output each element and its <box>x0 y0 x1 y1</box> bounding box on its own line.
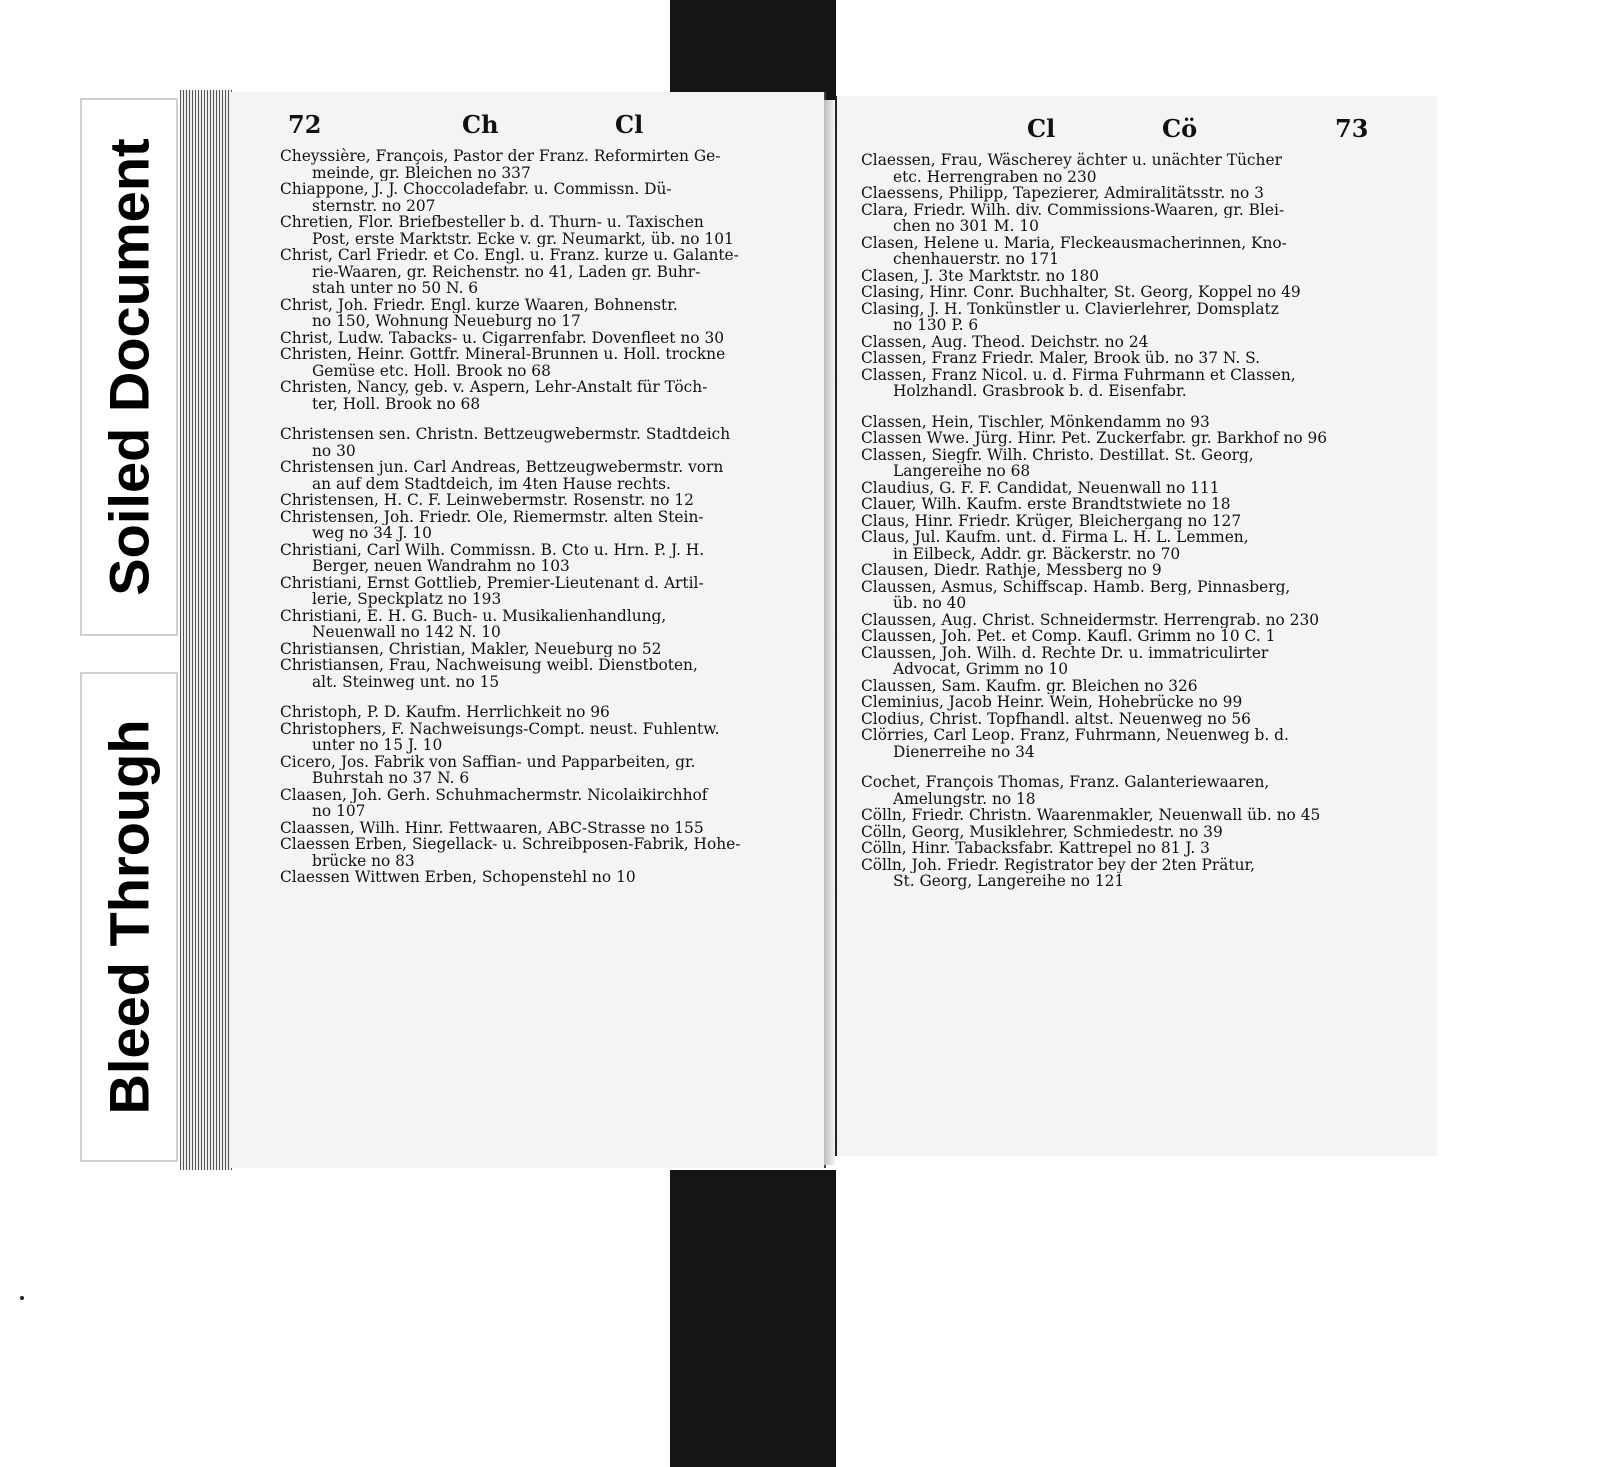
directory-entry <box>280 641 780 658</box>
entry-line: Claussen, Sam. Kaufm. gr. Bleichen no 326 <box>861 677 1198 694</box>
entry-line: Claudius, G. F. F. Candidat, Neuenwall no 111 <box>861 479 1220 496</box>
directory-entry <box>280 820 780 837</box>
running-head-left: Ch <box>462 110 499 139</box>
directory-entry <box>280 657 780 690</box>
directory-entry <box>861 235 1373 268</box>
entry-line: Christophers, F. Nachweisungs-Compt. neust. Fuhlentw. <box>280 720 720 737</box>
entry-line: Christ, Ludw. Tabacks- u. Cigarrenfabr. Dovenfleet no 30 <box>280 329 725 346</box>
entry-line: Chiappone, J. J. Choccoladefabr. u. Commissn. Dü- <box>280 181 672 198</box>
directory-entry <box>861 824 1373 841</box>
entry-line: Cicero, Jos. Fabrik von Saffian- und Papparbeiten, gr. <box>280 753 696 770</box>
directory-entry <box>280 148 780 181</box>
directory-entry <box>861 694 1373 711</box>
entry-line: Claessen Erben, Siegellack- u. Schreibposen-Fabrik, Hohe- <box>280 836 741 853</box>
entry-line: Claus, Hinr. Friedr. Krüger, Bleichergang no 127 <box>861 512 1242 529</box>
entry-line: Claassen, Wilh. Hinr. Fettwaaren, ABC-Strasse no 155 <box>280 819 704 836</box>
entry-line: Cölln, Georg, Musiklehrer, Schmiedestr. no 39 <box>861 823 1223 840</box>
directory-entry <box>280 704 780 721</box>
entry-line: Christiani, Carl Wilh. Commissn. B. Cto u. Hrn. P. J. H. <box>280 541 705 558</box>
left-page-header <box>230 110 824 142</box>
entry-continuation-line: rie-Waaren, gr. Reichenstr. no 41, Laden gr. Buhr- <box>312 263 701 280</box>
entry-continuation-line: no 30 <box>312 442 356 459</box>
directory-entry <box>280 346 780 379</box>
entry-continuation-line: Neuenwall no 142 N. 10 <box>312 624 501 641</box>
directory-entry <box>280 869 780 886</box>
binding-strap-bottom <box>670 1170 836 1467</box>
entry-continuation-line: etc. Herrengraben no 230 <box>893 168 1097 185</box>
entry-continuation-line: no 130 P. 6 <box>893 317 979 334</box>
entry-line: Claussen, Asmus, Schiffscap. Hamb. Berg, Pinnasberg, <box>861 578 1291 595</box>
entry-line: Cölln, Hinr. Tabacksfabr. Kattrepel no 81 J. 3 <box>861 840 1210 857</box>
entry-line: Claussen, Joh. Wilh. d. Rechte Dr. u. immatriculirter <box>861 644 1269 661</box>
directory-entry <box>861 367 1373 400</box>
entry-line: Chretien, Flor. Briefbesteller b. d. Thurn- u. Taxischen <box>280 214 704 231</box>
left-page <box>230 92 826 1168</box>
running-head-left: Cl <box>1027 114 1056 143</box>
entry-continuation-line: St. Georg, Langereihe no 121 <box>893 873 1125 890</box>
directory-entry <box>861 284 1373 301</box>
left-entry-list <box>280 148 780 886</box>
directory-entry <box>861 711 1373 728</box>
directory-entry <box>280 721 780 754</box>
entry-line: Clasen, Helene u. Maria, Fleckeausmacherinnen, Kno- <box>861 234 1287 251</box>
entry-line: Clasen, J. 3te Marktstr. no 180 <box>861 267 1100 284</box>
directory-entry <box>280 214 780 247</box>
entry-line: Cheyssière, François, Pastor der Franz. Reformirten Ge- <box>280 148 721 165</box>
directory-entry <box>280 575 780 608</box>
directory-entry <box>861 350 1373 367</box>
entry-line: Christ, Joh. Friedr. Engl. kurze Waaren, Bohnenstr. <box>280 296 678 313</box>
directory-entry <box>861 496 1373 513</box>
directory-entry <box>861 202 1373 235</box>
directory-entry <box>861 152 1373 185</box>
entry-line: Christ, Carl Friedr. et Co. Engl. u. Franz. kurze u. Galante- <box>280 247 739 264</box>
directory-entry <box>861 268 1373 285</box>
directory-entry <box>861 774 1373 807</box>
entry-line: Christiansen, Frau, Nachweisung weibl. Dienstboten, <box>280 657 698 674</box>
soiled-document-label <box>80 98 178 636</box>
entry-continuation-line: unter no 15 J. 10 <box>312 737 443 754</box>
entry-line: Cochet, François Thomas, Franz. Galanteriewaaren, <box>861 774 1270 791</box>
directory-entry <box>280 542 780 575</box>
directory-entry <box>861 857 1373 890</box>
entry-continuation-line: no 150, Wohnung Neueburg no 17 <box>312 313 581 330</box>
directory-entry <box>861 529 1373 562</box>
entry-continuation-line: Gemüse etc. Holl. Brook no 68 <box>312 362 551 379</box>
entry-line: Claus, Jul. Kaufm. unt. d. Firma L. H. L. Lemmen, <box>861 529 1249 546</box>
directory-entry <box>861 301 1373 334</box>
directory-entry <box>861 185 1373 202</box>
entry-continuation-line: Amelungstr. no 18 <box>893 790 1036 807</box>
entry-line: Christiansen, Christian, Makler, Neueburg no 52 <box>280 640 662 657</box>
entry-line: Classen Wwe. Jürg. Hinr. Pet. Zuckerfabr. gr. Barkhof no 96 <box>861 430 1328 447</box>
entry-line: Claessen, Frau, Wäscherey ächter u. unächter Tücher <box>861 152 1282 169</box>
right-page-header <box>837 114 1437 146</box>
directory-entry <box>861 678 1373 695</box>
entry-line: Clara, Friedr. Wilh. div. Commissions-Waaren, gr. Blei- <box>861 201 1285 218</box>
book-gutter <box>824 100 835 1165</box>
entry-line: Classen, Siegfr. Wilh. Christo. Destillat. St. Georg, <box>861 446 1254 463</box>
entry-continuation-line: meinde, gr. Bleichen no 337 <box>312 164 531 181</box>
entry-continuation-line: chen no 301 M. 10 <box>893 218 1039 235</box>
entry-continuation-line: in Eilbeck, Addr. gr. Bäckerstr. no 70 <box>893 545 1181 562</box>
entry-line: Classen, Franz Nicol. u. d. Firma Fuhrmann et Classen, <box>861 366 1296 383</box>
entry-continuation-line: lerie, Speckplatz no 193 <box>312 591 502 608</box>
speck-mark <box>20 1296 24 1300</box>
entry-line: Christensen, Joh. Friedr. Ole, Riemermstr. alten Stein- <box>280 508 704 525</box>
entry-line: Christoph, P. D. Kaufm. Herrlichkeit no 96 <box>280 704 610 721</box>
directory-entry <box>280 426 780 459</box>
directory-entry <box>280 836 780 869</box>
entry-line: Christensen sen. Christn. Bettzeugwebermstr. Stadtdeich <box>280 426 731 443</box>
entry-line: Cölln, Joh. Friedr. Registrator bey der 2ten Prätur, <box>861 856 1256 873</box>
entry-line: Christiani, Ernst Gottlieb, Premier-Lieutenant d. Artil- <box>280 574 704 591</box>
entry-line: Clasing, Hinr. Conr. Buchhalter, St. Georg, Koppel no 49 <box>861 284 1301 301</box>
directory-entry <box>861 645 1373 678</box>
directory-entry <box>280 459 780 492</box>
entry-line: Claasen, Joh. Gerh. Schuhmachermstr. Nicolaikirchhof <box>280 786 708 803</box>
entry-line: Claussen, Joh. Pet. et Comp. Kaufl. Grimm no 10 C. 1 <box>861 628 1276 645</box>
entry-line: Clausen, Diedr. Rathje, Messberg no 9 <box>861 562 1162 579</box>
entry-line: Claessens, Philipp, Tapezierer, Admiralitätsstr. no 3 <box>861 185 1264 202</box>
running-head-right: Cl <box>615 110 644 139</box>
entry-continuation-line: Holzhandl. Grasbrook b. d. Eisenfabr. <box>893 383 1187 400</box>
entry-continuation-line: alt. Steinweg unt. no 15 <box>312 673 500 690</box>
directory-entry <box>280 379 780 412</box>
page-number: 73 <box>1335 114 1369 143</box>
directory-entry <box>280 509 780 542</box>
entry-line: Christensen, H. C. F. Leinwebermstr. Rosenstr. no 12 <box>280 492 694 509</box>
entry-line: Christiani, E. H. G. Buch- u. Musikalienhandlung, <box>280 607 667 624</box>
entry-continuation-line: sternstr. no 207 <box>312 197 436 214</box>
page-number: 72 <box>288 110 322 139</box>
entry-line: Christen, Heinr. Gottfr. Mineral-Brunnen u. Holl. trockne <box>280 346 726 363</box>
entry-line: Clasing, J. H. Tonkünstler u. Clavierlehrer, Domsplatz <box>861 300 1279 317</box>
directory-entry <box>861 807 1373 824</box>
entry-line: Clörries, Carl Leop. Franz, Fuhrmann, Neuenweg b. d. <box>861 727 1289 744</box>
directory-entry <box>861 334 1373 351</box>
entry-continuation-line: Langereihe no 68 <box>893 463 1031 480</box>
directory-entry <box>280 608 780 641</box>
entry-line: Classen, Aug. Theod. Deichstr. no 24 <box>861 333 1149 350</box>
entry-continuation-line: weg no 34 J. 10 <box>312 525 432 542</box>
directory-entry <box>861 480 1373 497</box>
entry-line: Clodius, Christ. Topfhandl. altst. Neuenweg no 56 <box>861 710 1251 727</box>
entry-continuation-line: brücke no 83 <box>312 852 415 869</box>
directory-entry <box>280 787 780 820</box>
directory-entry <box>861 579 1373 612</box>
directory-entry <box>861 612 1373 629</box>
directory-entry <box>861 513 1373 530</box>
directory-entry <box>861 562 1373 579</box>
directory-entry <box>280 297 780 330</box>
running-head-right: Cö <box>1162 114 1198 143</box>
directory-entry <box>861 840 1373 857</box>
entry-line: Christen, Nancy, geb. v. Aspern, Lehr-Anstalt für Töch- <box>280 379 708 396</box>
entry-line: Claussen, Aug. Christ. Schneidermstr. Herrengrab. no 230 <box>861 611 1320 628</box>
entry-line: Claessen Wittwen Erben, Schopenstehl no 10 <box>280 869 636 886</box>
soiled-document-text: Soiled Document <box>97 138 161 596</box>
directory-entry <box>861 628 1373 645</box>
directory-entry <box>280 330 780 347</box>
entry-line: Classen, Franz Friedr. Maler, Brook üb. no 37 N. S. <box>861 350 1261 367</box>
entry-continuation-line: Advocat, Grimm no 10 <box>893 661 1069 678</box>
entry-line: Classen, Hein, Tischler, Mönkendamm no 93 <box>861 413 1210 430</box>
entry-continuation-line: Dienerreihe no 34 <box>893 743 1035 760</box>
entry-continuation-line: Buhrstah no 37 N. 6 <box>312 770 470 787</box>
entry-line: Cleminius, Jacob Heinr. Wein, Hohebrücke no 99 <box>861 694 1243 711</box>
entry-continuation-line: üb. no 40 <box>893 595 967 612</box>
page-edges <box>180 90 232 1170</box>
entry-continuation-line: Berger, neuen Wandrahm no 103 <box>312 558 570 575</box>
right-page <box>835 96 1437 1156</box>
entry-line: Cölln, Friedr. Christn. Waarenmakler, Neuenwall üb. no 45 <box>861 807 1321 824</box>
directory-entry <box>861 430 1373 447</box>
bleed-through-label <box>80 672 178 1162</box>
directory-entry <box>280 181 780 214</box>
directory-entry <box>280 754 780 787</box>
entry-continuation-line: no 107 <box>312 803 366 820</box>
directory-entry <box>861 727 1373 760</box>
directory-entry <box>280 492 780 509</box>
directory-entry <box>280 247 780 297</box>
entry-continuation-line: stah unter no 50 N. 6 <box>312 280 479 297</box>
entry-continuation-line: Post, erste Marktstr. Ecke v. gr. Neumarkt, üb. no 101 <box>312 230 734 247</box>
directory-entry <box>861 414 1373 431</box>
entry-line: Clauer, Wilh. Kaufm. erste Brandtstwiete no 18 <box>861 496 1231 513</box>
entry-continuation-line: an auf dem Stadtdeich, im 4ten Hause rechts. <box>312 475 671 492</box>
entry-continuation-line: ter, Holl. Brook no 68 <box>312 395 481 412</box>
directory-entry <box>861 447 1373 480</box>
entry-continuation-line: chenhauerstr. no 171 <box>893 251 1059 268</box>
entry-line: Christensen jun. Carl Andreas, Bettzeugwebermstr. vorn <box>280 459 724 476</box>
right-entry-list <box>861 152 1373 890</box>
bleed-through-text: Bleed Through <box>97 719 161 1115</box>
